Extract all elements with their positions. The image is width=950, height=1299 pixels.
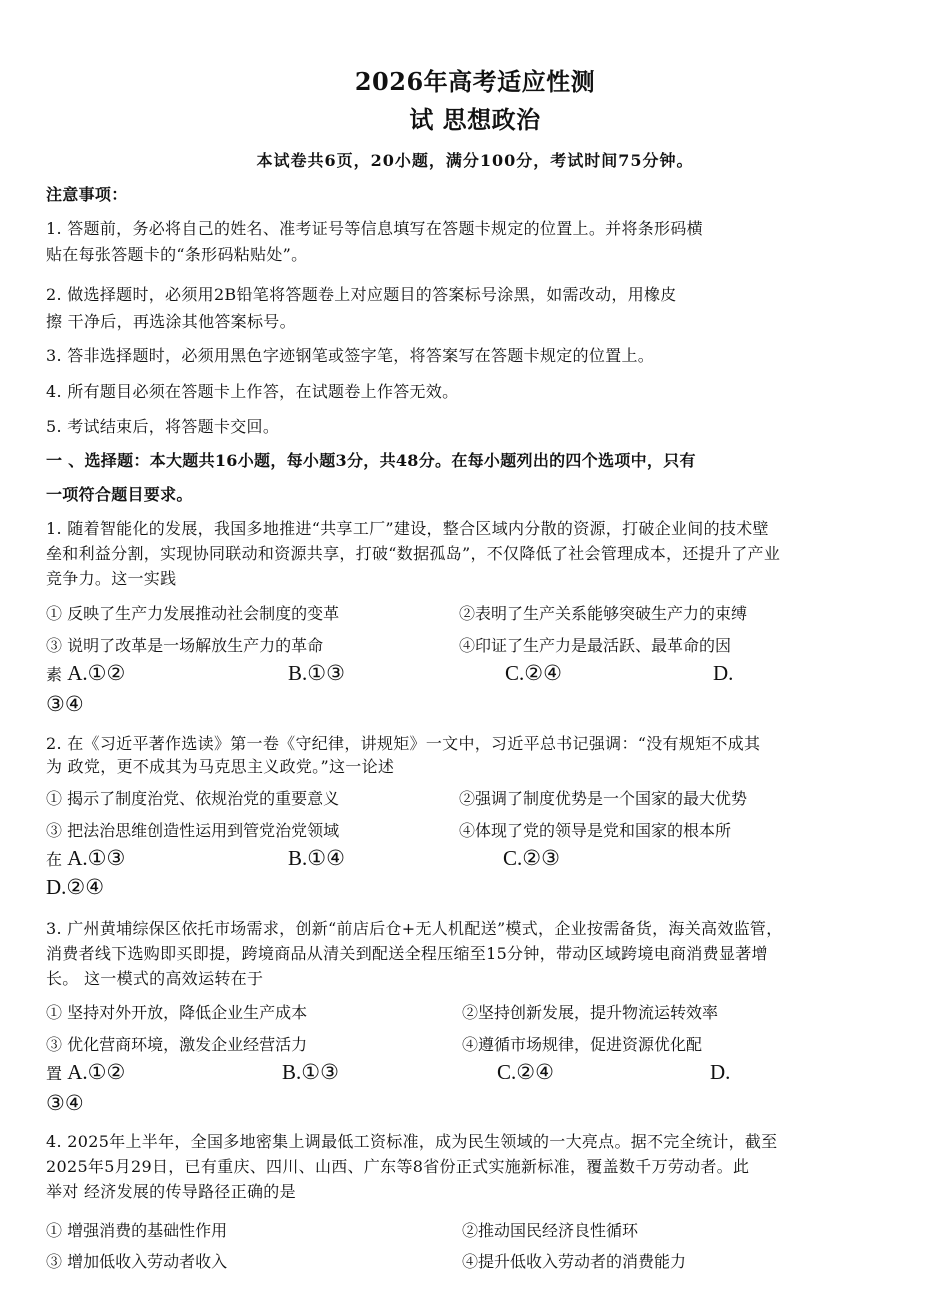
q2-option-2: ②强调了制度优势是一个国家的最大优势 xyxy=(459,789,748,808)
q4-stem: 举对 经济发展的传导路径正确的是 xyxy=(46,1182,296,1201)
q1-stem: 竞争力。这一实践 xyxy=(46,569,177,588)
q3-option-2: ②坚持创新发展，提升物流运转效率 xyxy=(462,1003,719,1022)
q1-choice-d-cont: ③④ xyxy=(46,692,84,716)
q3-choice-a: 置 A.①② xyxy=(46,1060,126,1084)
notes-item: 擦 干净后，再选涂其他答案标号。 xyxy=(46,312,296,331)
q2-choice-b: B.①④ xyxy=(288,846,345,870)
q4-option-2: ②推动国民经济良性循环 xyxy=(462,1221,639,1240)
q1-option-4-cont: 素 xyxy=(46,665,63,684)
q3-option-4-cont: 置 xyxy=(46,1064,63,1083)
q2-choice-d: D.②④ xyxy=(46,875,105,899)
q3-option-1: ① 坚持对外开放，降低企业生产成本 xyxy=(46,1003,308,1022)
q3-stem: 3. 广州黄埔综保区依托市场需求，创新“前店后仓+无人机配送”模式，企业按需备货，海关高效监管， xyxy=(46,919,783,938)
notes-item: 贴在每张答题卡的“条形码粘贴处”。 xyxy=(46,245,308,264)
q1-option-2: ②表明了生产关系能够突破生产力的束缚 xyxy=(459,604,748,623)
notes-item: 3. 答非选择题时，必须用黑色字迹钢笔或签字笔，将答案写在答题卡规定的位置上。 xyxy=(46,346,655,365)
q2-option-4-cont: 在 xyxy=(46,850,63,869)
notes-heading: 注意事项： xyxy=(46,185,128,204)
q1-choice-d: D. xyxy=(713,661,734,685)
notes-item: 2. 做选择题时，必须用2B铅笔将答题卷上对应题目的答案标号涂黑，如需改动，用橡皮 xyxy=(46,285,677,304)
q2-stem: 为 政党，更不成其为马克思主义政党。”这一论述 xyxy=(46,757,395,776)
q2-choice-c: C.②③ xyxy=(503,846,560,870)
notes-item: 4. 所有题目必须在答题卡上作答，在试题卷上作答无效。 xyxy=(46,382,459,401)
q1-option-4: ④印证了生产力是最活跃、最革命的因 xyxy=(459,636,732,655)
q3-choice-c: C.②④ xyxy=(497,1060,554,1084)
q3-option-3: ③ 优化营商环境，激发企业经营活力 xyxy=(46,1035,308,1054)
q3-choice-d: D. xyxy=(710,1060,731,1084)
notes-item: 5. 考试结束后，将答题卡交回。 xyxy=(46,417,280,436)
q3-choice-d-cont: ③④ xyxy=(46,1091,84,1115)
q1-stem: 1. 随着智能化的发展，我国多地推进“共享工厂”建设，整合区域内分散的资源，打破企业间的技术壁 xyxy=(46,519,769,538)
q4-option-3: ③ 增加低收入劳动者收入 xyxy=(46,1252,228,1271)
section-heading-cont: 一项符合题目要求。 xyxy=(46,485,193,504)
exam-title-line2: 试 思想政治 xyxy=(409,105,541,134)
q2-option-3: ③ 把法治思维创造性运用到管党治党领域 xyxy=(46,821,340,840)
q3-choice-b: B.①③ xyxy=(282,1060,339,1084)
q2-option-4: ④体现了党的领导是党和国家的根本所 xyxy=(459,821,732,840)
section-heading: 一 、选择题：本大题共16小题，每小题3分，共48分。在每小题列出的四个选项中，只有 xyxy=(46,451,696,470)
q4-option-1: ① 增强消费的基础性作用 xyxy=(46,1221,228,1240)
q1-option-3: ③ 说明了改革是一场解放生产力的革命 xyxy=(46,636,324,655)
q1-option-1: ① 反映了生产力发展推动社会制度的变革 xyxy=(46,604,340,623)
notes-item: 1. 答题前，务必将自己的姓名、准考证号等信息填写在答题卡规定的位置上。并将条形码横 xyxy=(46,219,703,238)
q1-choice-c: C.②④ xyxy=(505,661,562,685)
q2-option-1: ① 揭示了制度治党、依规治党的重要意义 xyxy=(46,789,340,808)
q4-stem: 2025年5月29日，已有重庆、四川、山西、广东等8省份正式实施新标准，覆盖数千万劳动者。此 xyxy=(46,1157,750,1176)
exam-info: 本试卷共6页，20小题，满分100分，考试时间75分钟。 xyxy=(256,151,694,170)
q1-choice-b: B.①③ xyxy=(288,661,345,685)
q2-stem: 2. 在《习近平著作选读》第一卷《守纪律，讲规矩》一文中，习近平总书记强调：“没有规矩不成其 xyxy=(46,734,761,753)
q3-stem: 消费者线下选购即买即提，跨境商品从清关到配送全程压缩至15分钟，带动区域跨境电商消费显著增 xyxy=(46,944,768,963)
q3-stem: 长。 这一模式的高效运转在于 xyxy=(46,969,264,988)
q1-choice-a: 素 A.①② xyxy=(46,661,126,685)
q4-option-4: ④提升低收入劳动者的消费能力 xyxy=(462,1252,687,1271)
q3-option-4: ④遵循市场规律，促进资源优化配 xyxy=(462,1035,703,1054)
exam-title-line1: 2026年高考适应性测 xyxy=(354,67,596,96)
q2-choice-a: 在 A.①③ xyxy=(46,846,126,870)
q1-stem: 垒和利益分割，实现协同联动和资源共享，打破“数据孤岛”，不仅降低了社会管理成本，还提升了产业 xyxy=(46,544,781,563)
q4-stem: 4. 2025年上半年，全国多地密集上调最低工资标准，成为民生领域的一大亮点。据不完全统计，截至 xyxy=(46,1132,778,1151)
